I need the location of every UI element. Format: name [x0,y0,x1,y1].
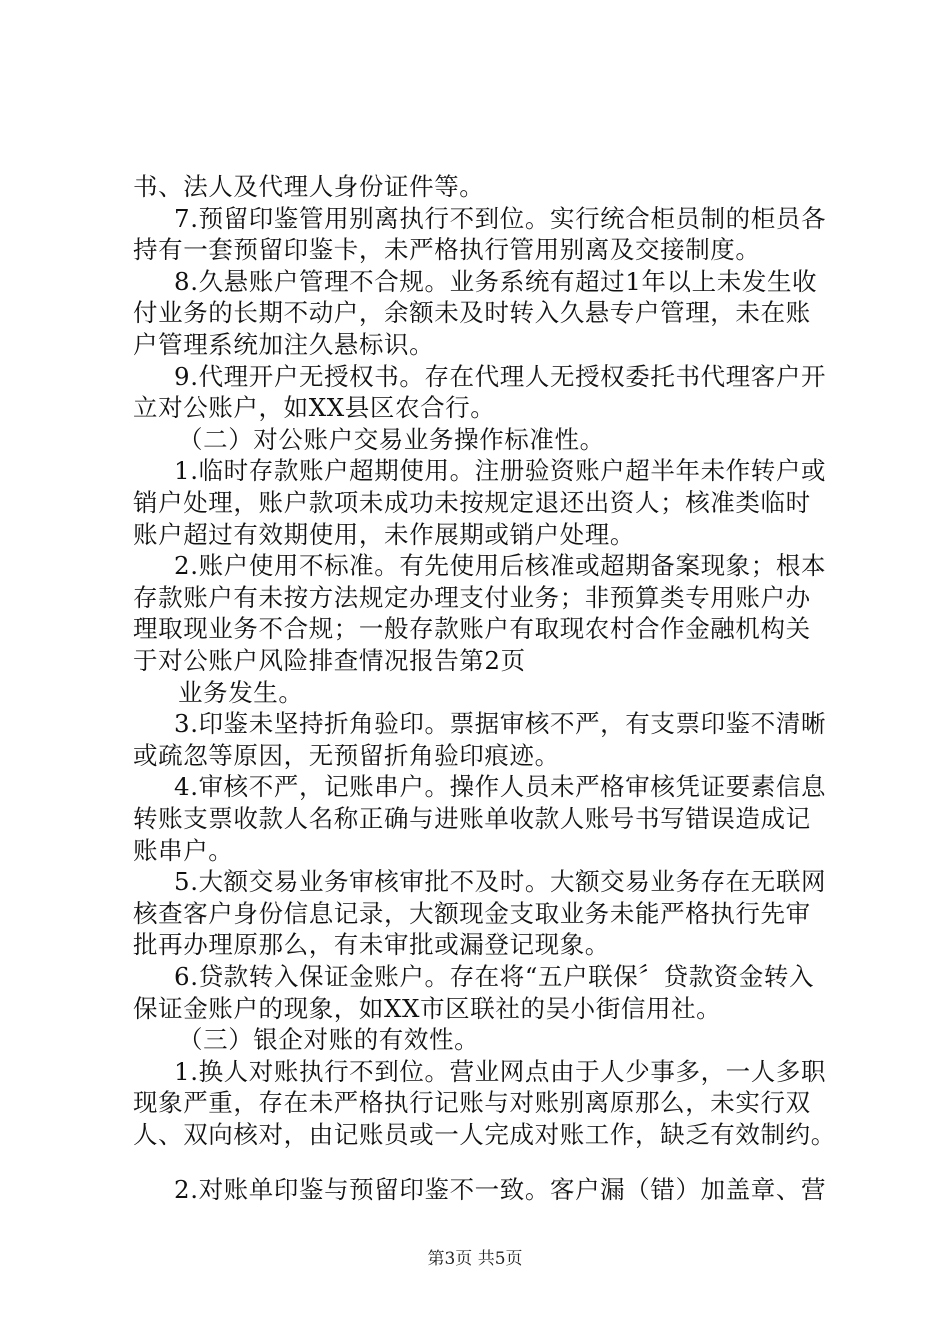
page-footer: 第3页 共5页 [427,1249,523,1269]
text-line: 1.换人对账执行不到位。营业网点由于人少事多，一人多职 [174,1056,827,1086]
text-line: 立对公账户，如XX县区农合行。 [133,393,496,423]
text-line: 核查客户身份信息记录，大额现金支取业务未能严格执行先审 [133,898,811,928]
text-line: 户管理系统加注久悬标识。 [133,330,435,359]
text-line: 保证金账户的现象，如XX市区联社的吴小街信用社。 [133,993,722,1023]
text-line: 批再办理原那么，有未审批或漏登记现象。 [133,930,610,960]
text-line: 4.审核不严，记账串户。操作人员未严格审核凭证要素信息 [174,772,827,802]
text-line: 存款账户有未按方法规定办理支付业务；非预算类专用账户办 [133,582,811,612]
text-line: 账串户。 [133,835,234,865]
text-line: 理取现业务不合规；一般存款账户有取现农村合作金融机构关 [133,614,811,644]
text-line: 5.大额交易业务审核审批不及时。大额交易业务存在无联网 [174,867,827,897]
text-line: 书、法人及代理人身份证件等。 [133,172,485,201]
text-line: 业务发生。 [178,677,304,707]
text-line: 3.印鉴未坚持折角验印。票据审核不严，有支票印鉴不清晰 [174,709,827,739]
text-line: 人、双向核对，由记账员或一人完成对账工作，缺乏有效制约。 [133,1120,836,1149]
text-line: 现象严重，存在未严格执行记账与对账别离原那么，未实行双 [133,1088,811,1118]
text-line: 账户超过有效期使用，未作展期或销户处理。 [133,519,635,549]
text-line: 2.对账单印鉴与预留印鉴不一致。客户漏（错）加盖章、营 [174,1175,827,1204]
text-line: 付业务的长期不动户，余额未及时转入久悬专户管理，未在账 [133,298,811,328]
text-line: 持有一套预留印鉴卡，未严格执行管用别离及交接制度。 [133,235,761,265]
text-line: 销户处理，账户款项未成功未按规定退还出资人；核准类临时 [133,488,811,517]
text-line: 转账支票收款人名称正确与进账单收款人账号书写错误造成记 [133,804,811,833]
text-line: 6.贷款转入保证金账户。存在将“五户联保〞贷款资金转入 [174,962,815,991]
text-line: 或疏忽等原因，无预留折角验印痕迹。 [133,740,560,770]
text-line: 2.账户使用不标准。有先使用后核准或超期备案现象；根本 [174,551,827,581]
section-heading: （二）对公账户交易业务操作标准性。 [178,424,605,454]
text-line: 于对公账户风险排查情况报告第2页 [133,646,526,675]
text-line: 8.久悬账户管理不合规。业务系统有超过1年以上未发生收 [174,266,818,296]
section-heading: （三）银企对账的有效性。 [178,1025,480,1055]
text-line: 7.预留印鉴管用别离执行不到位。实行统合柜员制的柜员各 [174,203,827,233]
text-line: 9.代理开户无授权书。存在代理人无授权委托书代理客户开 [174,361,827,391]
text-line: 1.临时存款账户超期使用。注册验资账户超半年未作转户或 [174,456,827,486]
